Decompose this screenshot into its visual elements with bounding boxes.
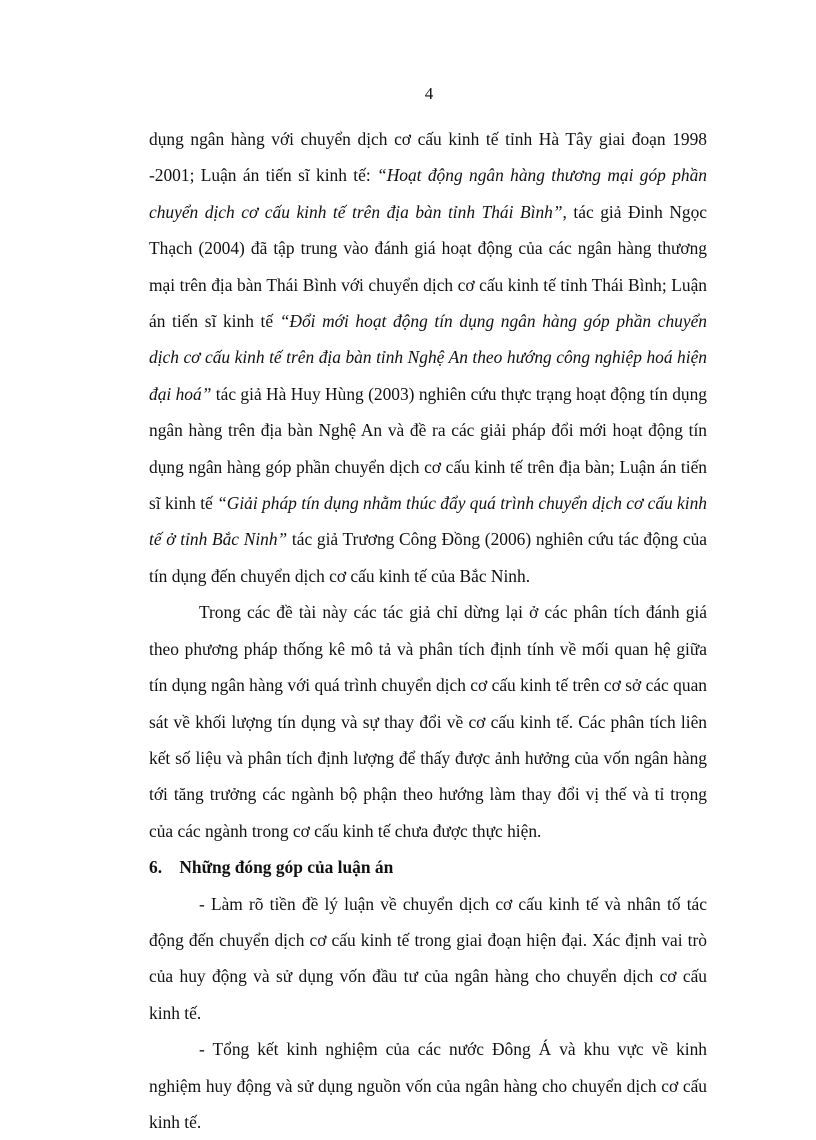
section-heading [149, 849, 707, 885]
thesis-title-bac-ninh: “Giải pháp tín dụng nhằm thúc đẩy quá trình chuyển dịch cơ cấu kinh tế ở tỉnh Bắc Ninh” [149, 493, 707, 550]
literature-review-paragraph [149, 121, 707, 594]
research-gap-paragraph: Trong các đề tài này các tác giả chỉ dừng lại ở các phân tích đánh giá theo phương pháp thống kê mô tả và phân tích định tính về mối quan hệ giữa tín dụng ngân hàng với quá trình chuyển dịch cơ cấu kinh tế trên cơ sở các quan sát về khối lượng tín dụng và sự thay đổi về cơ cấu kinh tế. Các phân tích liên kết số liệu và phân tích định lượng để thấy được ảnh hưởng của vốn ngân hàng tới tăng trưởng các ngành bộ phận theo hướng làm thay đổi vị thế và tỉ trọng của các ngành trong cơ cấu kinh tế chưa được thực hiện. [149, 602, 707, 841]
section-number: 6. [149, 857, 163, 878]
thesis-title-nghe-an: “Đổi mới hoạt động tín dụng ngân hàng góp phần chuyển dịch cơ cấu kinh tế trên địa bàn tỉnh Nghệ An theo hướng công nghiệp hoá hiện đại hoá” [149, 311, 707, 404]
document-body [149, 121, 707, 1140]
contribution-item: - Tổng kết kinh nghiệm của các nước Đông Á và khu vực về kinh nghiệm huy động và sử dụng nguồn vốn của ngân hàng cho chuyển dịch cơ cấu kinh tế. [149, 1039, 707, 1132]
text-segment: tác giả Hà Huy Hùng (2003) nghiên cứu thực trạng hoạt động tín dụng ngân hàng trên địa bàn Nghệ An và đề ra các giải pháp đổi mới hoạt động tín dụng ngân hàng góp phần chuyển dịch cơ cấu kinh tế trên địa bàn; Luận án tiến sĩ kinh tế [149, 383, 707, 514]
page-number: 4 [424, 84, 434, 103]
text-segment: dụng ngân hàng với chuyển dịch cơ cấu kinh tế tỉnh Hà Tây giai đoạn 1998 -2001; Luận án tiến sĩ kinh tế: [149, 129, 707, 186]
thesis-title-thai-binh: “Hoạt động ngân hàng thương mại góp phần chuyển dịch cơ cấu kinh tế trên địa bàn tỉnh Thái Bình” [149, 165, 707, 222]
section-title: Những đóng góp của luận án [179, 857, 394, 878]
text-segment: , tác giả Đinh Ngọc Thạch (2004) đã tập trung vào đánh giá hoạt động của các ngân hàng thương mại trên địa bàn Thái Bình với chuyển dịch cơ cấu kinh tế tỉnh Thái Bình; Luận án tiến sĩ kinh tế [149, 201, 707, 332]
contribution-item: - Làm rõ tiền đề lý luận về chuyển dịch cơ cấu kinh tế và nhân tố tác động đến chuyển dịch cơ cấu kinh tế trong giai đoạn hiện đại. Xác định vai trò của huy động và sử dụng vốn đầu tư của ngân hàng cho chuyển dịch cơ cấu kinh tế. [149, 893, 707, 1023]
text-segment: tác giả Trương Công Đồng (2006) nghiên cứu tác động của tín dụng đến chuyển dịch cơ cấu kinh tế của Bắc Ninh. [149, 529, 708, 586]
